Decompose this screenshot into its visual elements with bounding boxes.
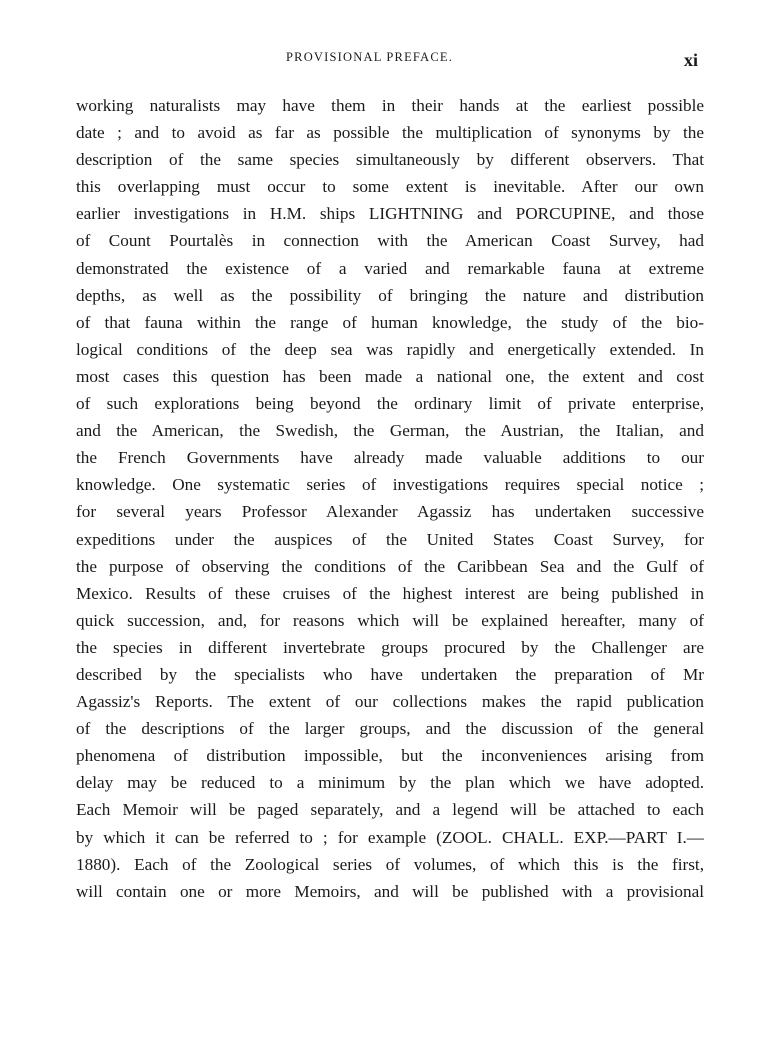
text-line: working naturalists may have them in their hands at the earliest possible xyxy=(76,96,704,115)
text-line: expeditions under the auspices of the United States Coast Survey, for xyxy=(76,529,704,549)
text-line: of such explorations being beyond the ordinary limit of private enterprise, xyxy=(76,394,704,414)
text-line: this overlapping must occur to some extent is inevitable. After our own xyxy=(76,177,704,197)
running-head-title: PROVISIONAL PREFACE. xyxy=(286,50,454,64)
text-line: Mexico. Results of these cruises of the highest interest are being published in xyxy=(76,583,704,603)
text-line: description of the same species simultaneously by different observers. That xyxy=(76,150,704,170)
text-line: depths, as well as the possibility of bringing the nature and distribution xyxy=(76,285,704,305)
text-line: for several years Professor Alexander Agassiz has undertaken successive xyxy=(76,502,704,522)
text-line: the French Governments have already made valuable additions to our xyxy=(76,448,704,468)
text-line: 1880). Each of the Zoological series of volumes, of which this is the first, xyxy=(76,854,704,874)
text-line: of Count Pourtalès in connection with the American Coast Survey, had xyxy=(76,231,704,251)
text-line: quick succession, and, for reasons which will be explained hereafter, many of xyxy=(76,610,704,630)
text-line: phenomena of distribution impossible, but the inconveniences arising from xyxy=(76,746,704,766)
text-line: knowledge. One systematic series of investigations requires special notice ; xyxy=(76,475,704,495)
text-line: of the descriptions of the larger groups, and the discussion of the general xyxy=(76,719,704,739)
text-line: Each Memoir will be paged separately, and a legend will be attached to each xyxy=(76,800,704,820)
text-line: the purpose of observing the conditions of the Caribbean Sea and the Gulf of xyxy=(76,556,704,576)
page-number: xi xyxy=(684,50,699,70)
text-line: earlier investigations in H.M. ships LIGHTNING and PORCUPINE, and those xyxy=(76,204,704,224)
text-line: date ; and to avoid as far as possible the multiplication of synonyms by the xyxy=(76,123,704,143)
body-paragraph xyxy=(76,92,704,905)
text-line: demonstrated the existence of a varied and remarkable fauna at extreme xyxy=(76,258,704,278)
text-line: Agassiz's Reports. The extent of our collections makes the rapid publication xyxy=(76,692,704,712)
text-line: will contain one or more Memoirs, and will be published with a provisional xyxy=(76,881,704,901)
text-line: the species in different invertebrate groups procured by the Challenger are xyxy=(76,637,704,657)
text-line: described by the specialists who have undertaken the preparation of Mr xyxy=(76,664,704,684)
text-line: most cases this question has been made a national one, the extent and cost xyxy=(76,366,704,386)
text-line: delay may be reduced to a minimum by the plan which we have adopted. xyxy=(76,773,704,793)
text-line: by which it can be referred to ; for example (ZOOL. CHALL. EXP.—PART I.— xyxy=(76,827,704,847)
text-line: and the American, the Swedish, the German, the Austrian, the Italian, and xyxy=(76,421,704,441)
text-line: logical conditions of the deep sea was rapidly and energetically extended. In xyxy=(76,339,704,359)
text-line: of that fauna within the range of human knowledge, the study of the bio- xyxy=(76,312,704,332)
